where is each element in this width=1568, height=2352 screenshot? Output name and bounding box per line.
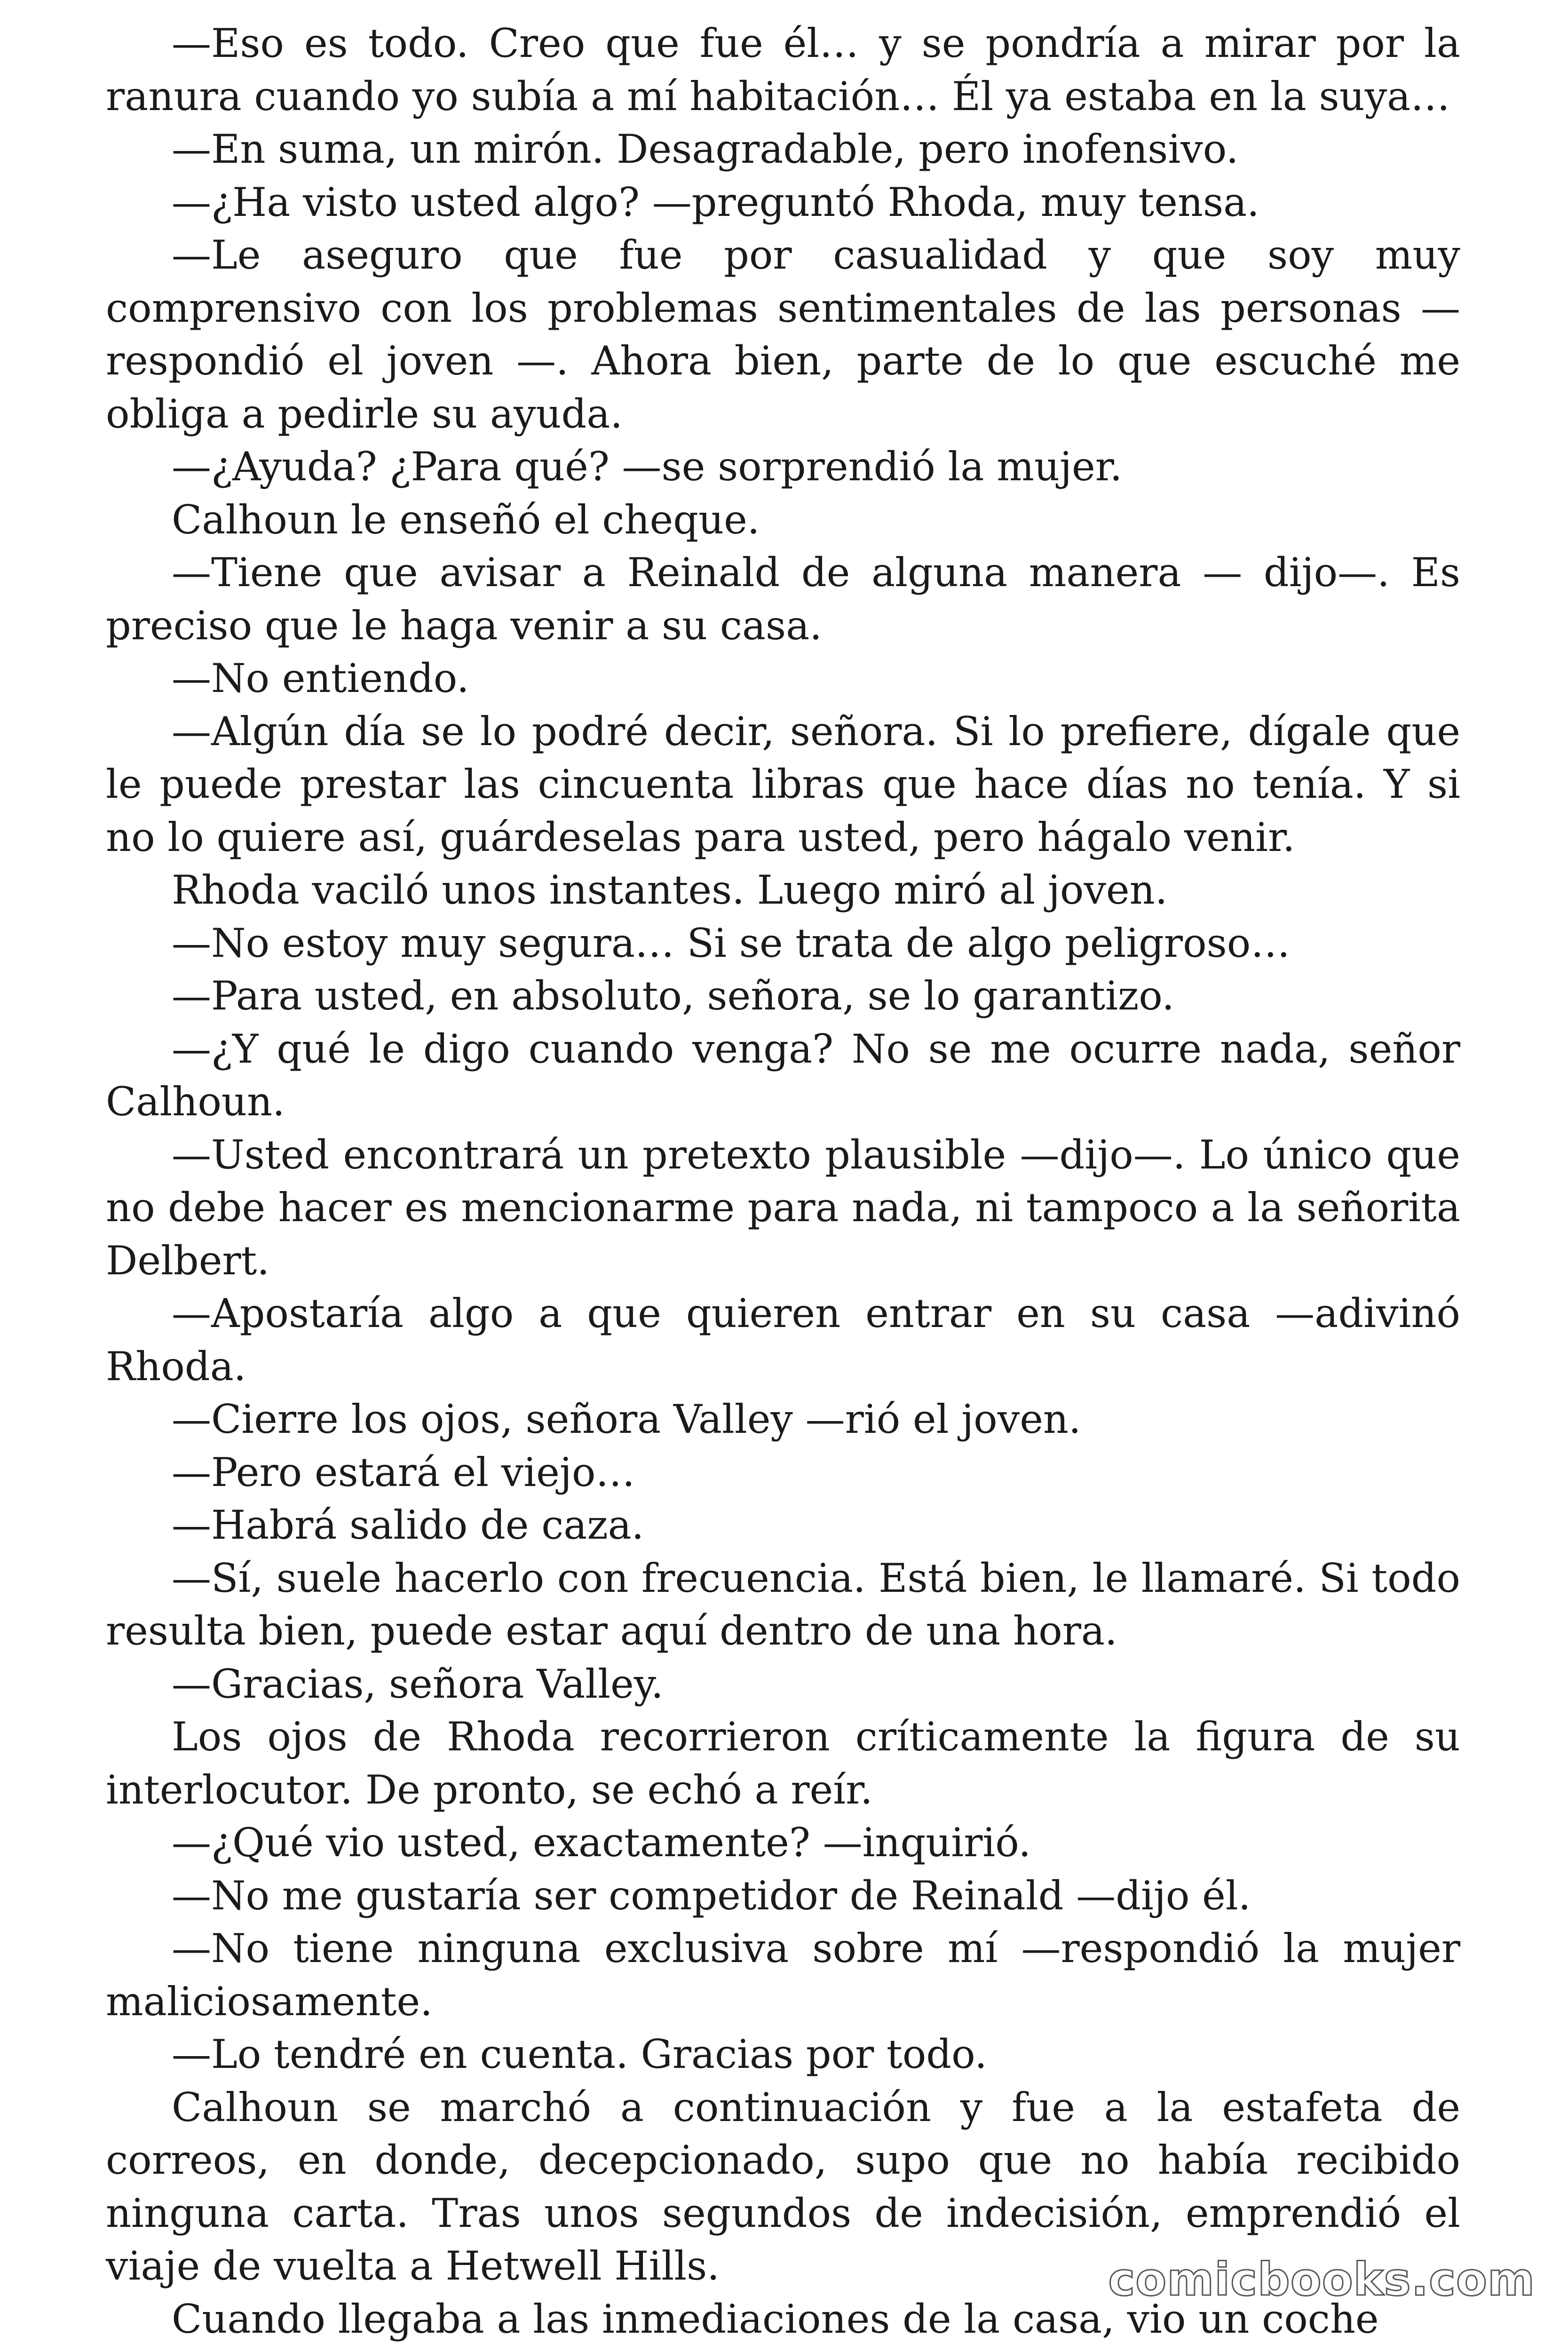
paragraph: —Tiene que avisar a Reinald de alguna manera — dijo—. Es preciso que le haga venir a su casa.: [106, 549, 1460, 649]
paragraph: —¿Qué vio usted, exactamente? —inquirió.: [172, 1820, 1031, 1866]
paragraph: —Para usted, en absoluto, señora, se lo garantizo.: [172, 973, 1174, 1019]
paragraph: —No estoy muy segura… Si se trata de algo peligroso…: [172, 920, 1291, 966]
paragraph: Calhoun le enseñó el cheque.: [172, 496, 760, 543]
paragraph: —¿Y qué le digo cuando venga? No se me ocurre nada, señor Calhoun.: [106, 1025, 1460, 1125]
paragraph: —No entiendo.: [172, 655, 469, 701]
paragraph: —Cierre los ojos, señora Valley —rió el joven.: [172, 1396, 1081, 1442]
watermark: comicbooks.com: [1108, 2253, 1535, 2306]
paragraph: —¿Ha visto usted algo? —preguntó Rhoda, muy tensa.: [172, 179, 1259, 225]
paragraph: —Le aseguro que fue por casualidad y que soy muy comprensivo con los problemas sentimentales de las personas —respondió el joven —. Ahora bien, parte de lo que escuché me obliga a pedirle su ayuda.: [106, 232, 1460, 437]
paragraph: —Eso es todo. Creo que fue él… y se pondría a mirar por la ranura cuando yo subía a mí habitación… Él ya estaba en la suya…: [106, 20, 1460, 119]
paragraph: —Algún día se lo podré decir, señora. Si lo prefiere, dígale que le puede prestar las cincuenta libras que hace días no tenía. Y si no lo quiere así, guárdeselas para usted, pero hágalo venir.: [106, 708, 1460, 860]
paragraph: Calhoun se marchó a continuación y fue a la estafeta de correos, en donde, decepcionado, supo que no había recibido ninguna carta. Tras unos segundos de indecisión, emprendió el viaje de vuelta a Hetwell Hills.: [106, 2084, 1460, 2289]
paragraph: —Gracias, señora Valley.: [172, 1661, 664, 1707]
paragraph: —No tiene ninguna exclusiva sobre mí —respondió la mujer maliciosamente.: [106, 1925, 1460, 2025]
paragraph: —Usted encontrará un pretexto plausible —dijo—. Lo único que no debe hacer es mencionarme para nada, ni tampoco a la señorita Delbert.: [106, 1131, 1460, 1284]
paragraph: —En suma, un mirón. Desagradable, pero inofensivo.: [172, 126, 1239, 172]
paragraph: —Lo tendré en cuenta. Gracias por todo.: [172, 2031, 987, 2077]
page-text: [106, 17, 1460, 2345]
paragraph: —Sí, suele hacerlo con frecuencia. Está bien, le llamaré. Si todo resulta bien, puede estar aquí dentro de una hora.: [106, 1555, 1460, 1654]
paragraph: —Apostaría algo a que quieren entrar en su casa —adivinó Rhoda.: [106, 1290, 1460, 1390]
paragraph: —No me gustaría ser competidor de Reinald —dijo él.: [172, 1872, 1251, 1919]
paragraph: Los ojos de Rhoda recorrieron críticamente la figura de su interlocutor. De pronto, se echó a reír.: [106, 1714, 1460, 1813]
paragraph: Cuando llegaba a las inmediaciones de la casa, vio un coche: [172, 2296, 1379, 2342]
paragraph: —Pero estará el viejo…: [172, 1449, 635, 1495]
paragraph: —¿Ayuda? ¿Para qué? —se sorprendió la mujer.: [172, 444, 1123, 490]
paragraph: Rhoda vaciló unos instantes. Luego miró al joven.: [172, 867, 1168, 913]
paragraph: —Habrá salido de caza.: [172, 1502, 644, 1548]
